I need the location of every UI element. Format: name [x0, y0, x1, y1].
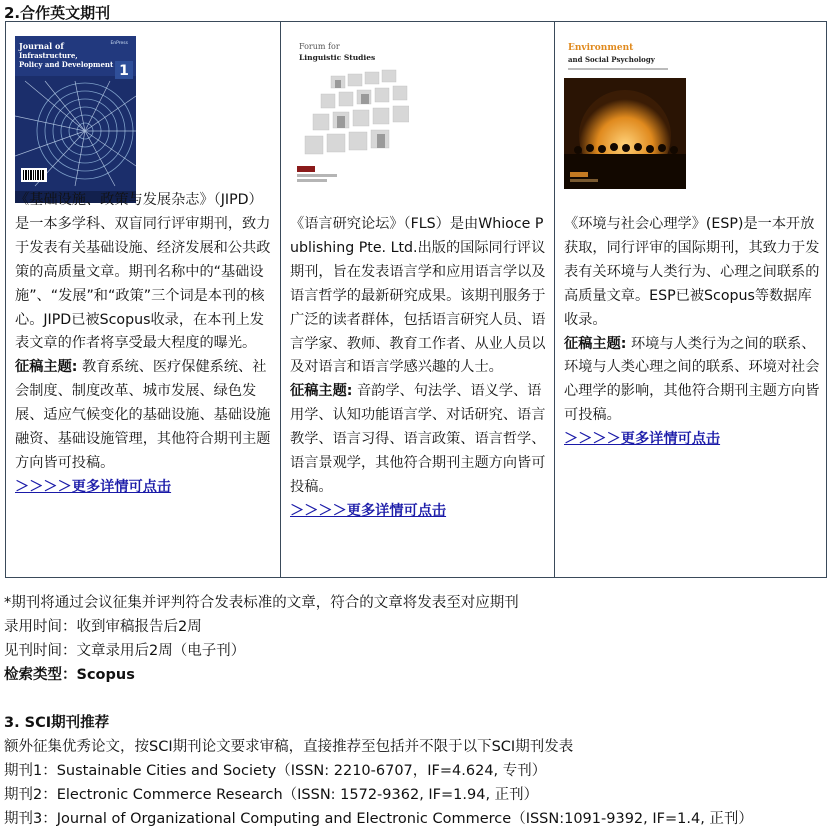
section3-title: 3. SCI期刊推荐 [4, 715, 110, 731]
journal-card-fls [280, 22, 554, 577]
publication-time: 见刊时间：文章录用后2周（电子刊） [4, 643, 246, 659]
topics-label: 征稿主题: [290, 383, 353, 400]
section3-intro: 额外征集优秀论文，按SCI期刊论文要求审稿，直接推荐至包括并不限于以下SCI期刊发表 [4, 739, 574, 755]
jipd-topics [15, 356, 274, 476]
topics-list: 教育系统、医疗保健系统、社会制度、制度改革、城市发展、绿色发展、适应气候变化的基础设施、基础设施融资、基础设施管理，其他符合期刊主题方向皆可投稿。 [15, 359, 271, 471]
fls-more-link[interactable]: ＞＞＞＞更多详情可点击 [290, 502, 447, 519]
jipd-more-link[interactable]: ＞＞＞＞更多详情可点击 [15, 478, 172, 495]
sci-journal-2: 期刊2：Electronic Commerce Research（ISSN: 1572-9362, IF=1.94, 正刊） [4, 787, 539, 803]
topics-list: 音韵学、句法学、语义学、语用学、认知功能语言学、对话研究、语言教学、语言习得、语言政策、语言哲学、语言景观学，其他符合期刊主题方向皆可投稿。 [290, 383, 546, 495]
jipd-publisher-label: EnPress [110, 41, 128, 46]
fls-text [290, 213, 548, 524]
esp-cover-image [564, 36, 686, 189]
esp-text [564, 213, 820, 452]
fls-cover-image [291, 36, 409, 189]
esp-description: 《环境与社会心理学》(ESP)是一本开放获取，同行评审的国际期刊，其致力于发表有关环境与人类行为、心理之间联系的高质量文章。ESP已被Scopus等数据库收录。 [564, 216, 820, 328]
journal-card-jipd [6, 22, 280, 577]
svg-text:Journal of: Journal of [19, 41, 64, 51]
topics-list: 环境与人类行为之间的联系、环境与人类心理之间的联系、环境对社会心理学的影响，其他符合期刊主题方向皆可投稿。 [564, 335, 820, 424]
fls-topics [290, 380, 548, 500]
jipd-text [15, 189, 274, 500]
esp-topics [564, 333, 820, 429]
section-title: 2.合作英文期刊 [4, 4, 111, 22]
svg-text:and Social Psychology: and Social Psychology [568, 55, 655, 64]
acceptance-time: 录用时间：收到审稿报告后2周 [4, 619, 202, 635]
topics-label: 征稿主题: [564, 335, 627, 352]
svg-text:Environment: Environment [568, 43, 634, 53]
note-line: *期刊将通过会议征集并评判符合发表标准的文章，符合的文章将发表至对应期刊 [4, 595, 519, 611]
fls-description: 《语言研究论坛》（FLS）是由Whioce Publishing Pte. Ltd.出版的国际同行评议期刊，旨在发表语言学和应用语言学以及语言哲学的最新研究成果。该期刊服务于广泛的读者群体，包括语言研究人员、语言学家、教师、教育工作者、从业人员以及对语言和语言学感兴趣的人士。 [290, 216, 546, 376]
svg-text:Linguistic Studies: Linguistic Studies [299, 53, 376, 62]
journal-table [5, 21, 827, 578]
svg-text:1: 1 [119, 63, 129, 79]
svg-text:Infrastructure,: Infrastructure, [19, 51, 78, 60]
jipd-cover-image [15, 36, 136, 203]
esp-more-link[interactable]: ＞＞＞＞更多详情可点击 [564, 431, 721, 448]
jipd-description: 《基础设施、政策与发展杂志》（JIPD）是一本多学科、双盲同行评审期刊，致力于发表有关基础设施、经济发展和公共政策的高质量文章。期刊名称中的“基础设施”、“发展”和“政策”三个词是本刊的核心。JIPD已被Scopus收录，在本刊上发表文章的作者将享受最大程度的曝光。 [15, 192, 271, 352]
index-type: 检索类型：Scopus [4, 667, 135, 683]
sci-journal-1: 期刊1：Sustainable Cities and Society（ISSN: 2210-6707，IF=4.624, 专刊） [4, 763, 547, 779]
topics-label: 征稿主题: [15, 359, 78, 376]
svg-text:Forum for: Forum for [299, 42, 340, 51]
journal-card-esp [554, 22, 826, 577]
svg-text:Policy and Development: Policy and Development [19, 60, 114, 69]
sci-journal-3: 期刊3：Journal of Organizational Computing and Electronic Commerce（ISSN:1091-9392, IF=1.4, 正刊） [4, 811, 753, 827]
